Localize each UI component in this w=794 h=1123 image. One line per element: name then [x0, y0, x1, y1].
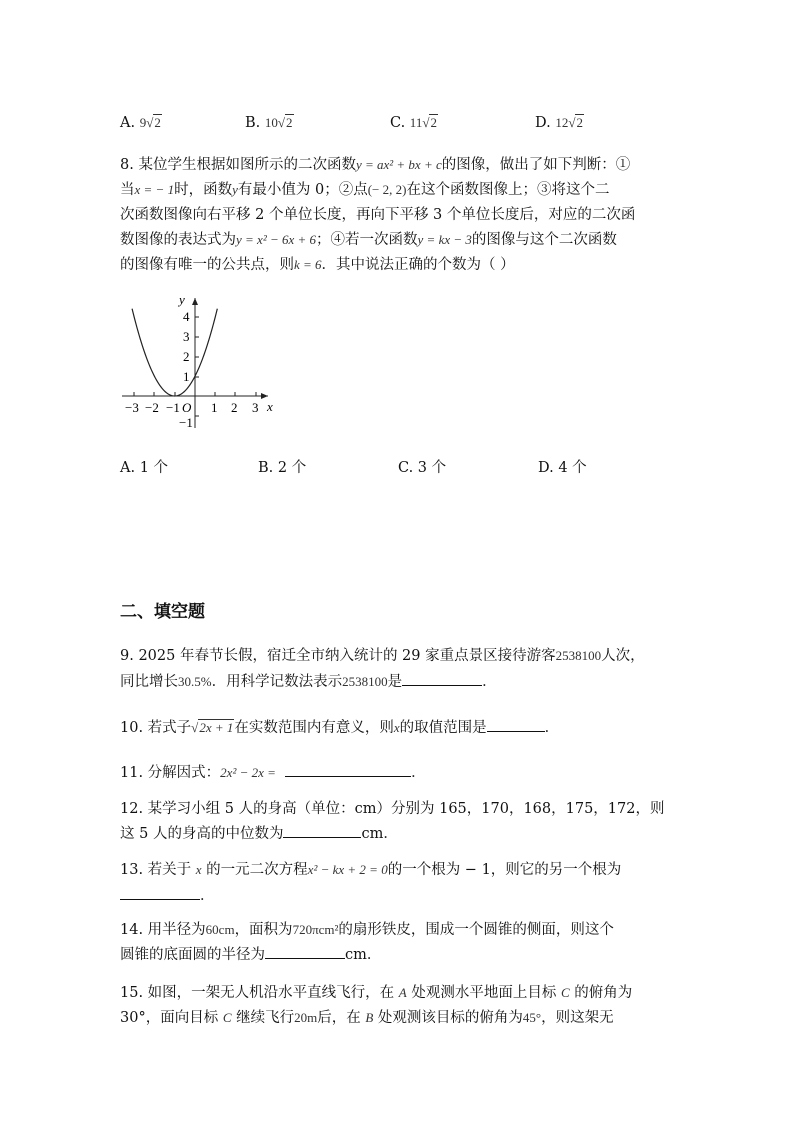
sqrt-symbol: √2: [146, 115, 161, 130]
q8-formula: y = kx − 3: [417, 232, 472, 247]
origin-label: O: [182, 400, 192, 415]
q9-line-1: [120, 646, 645, 666]
radicand: 2: [154, 115, 161, 130]
q11-text: 11. 分解因式：: [120, 765, 221, 781]
q15-text: 30°，面向目标: [120, 1010, 219, 1026]
q12-line-1: [120, 799, 664, 819]
q8-text: 有最小值为 0；②点: [237, 182, 368, 198]
q9-text: 是: [387, 674, 403, 690]
q8-line-2: [120, 180, 609, 200]
option-label: B.: [245, 115, 261, 131]
q10-text: 10. 若式子: [120, 720, 192, 736]
q7-option-d: [535, 113, 584, 133]
q8-line-3: [120, 205, 635, 225]
option-label: C.: [390, 115, 406, 131]
q13-text: ．: [200, 888, 215, 904]
q13-answer-blank[interactable]: [120, 885, 200, 900]
y-tick-label: −1: [179, 415, 193, 430]
q8-text: ．其中说法正确的个数为（ ）: [321, 257, 515, 273]
q8-formula: y = ax² + bx + c: [355, 157, 442, 172]
parabola-curve: [132, 309, 217, 396]
q13-formula: x² − kx + 2 = 0: [307, 862, 388, 877]
x-tick-label: 2: [231, 400, 238, 415]
q15-variable: C: [222, 1010, 232, 1025]
q10-answer-blank[interactable]: [487, 717, 545, 732]
q15-number: 20m: [294, 1010, 318, 1025]
y-axis-arrow-icon: [192, 298, 198, 305]
q8-option-b: B. 2 个: [258, 460, 307, 476]
radicand: 2: [286, 115, 293, 130]
x-tick-label: 1: [211, 400, 218, 415]
q8-line-5: [120, 255, 515, 275]
section-title: 二、填空题: [120, 602, 205, 622]
q9-answer-blank[interactable]: [402, 671, 482, 686]
q14-answer-blank[interactable]: [265, 944, 345, 959]
q8-text: 次函数图像向右平移 2 个单位长度，再向下平移 3 个单位长度后，对应的二次函: [120, 207, 636, 223]
q15-text: 处观测水平地面上目标: [411, 985, 557, 1001]
x-tick-label: −2: [145, 400, 159, 415]
q11-text: ．: [411, 765, 426, 781]
q8-text: 在这个函数图像上；③将这个二: [406, 182, 610, 198]
q12-text: 12. 某学习小组 5 人的身高（单位：cm）分别为 165，170，168，175，172，则: [120, 801, 665, 817]
y-axis-label: y: [179, 292, 185, 307]
q9-line-2: [120, 671, 497, 692]
q13-variable: x: [195, 862, 202, 877]
option-coef: 9: [139, 115, 147, 130]
q15-line-1: [120, 983, 632, 1003]
q15-text: 15. 如图，一架无人机沿水平直线飞行，在: [120, 985, 395, 1001]
q10-variable: x: [393, 720, 400, 735]
q8-point: (− 2, 2): [367, 182, 407, 197]
q14-text: 的扇形铁皮，围成一个圆锥的侧面，则这个: [338, 922, 614, 938]
q13-line-2: [120, 885, 215, 906]
q8-option-d: D. 4 个: [538, 460, 587, 476]
q9-text: ．用科学记数法表示: [211, 674, 343, 690]
q12-text: 这 5 人的身高的中位数为: [120, 826, 284, 842]
y-tick-label: 2: [183, 349, 190, 364]
radicand: 2x + 1: [199, 720, 234, 735]
q8-text: 当: [120, 182, 135, 198]
parabola-graph: [118, 290, 288, 435]
q8-formula: k = 6: [294, 257, 322, 272]
x-tick-label: 3: [252, 400, 259, 415]
q15-variable: B: [365, 1010, 374, 1025]
y-tick-label: 1: [183, 369, 190, 384]
x-tick-label: −3: [125, 400, 139, 415]
q8-text: ；④若一次函数: [316, 232, 418, 248]
q8-line-1: [120, 155, 630, 175]
q9-text: 9. 2025 年春节长假，宿迁全市纳入统计的 29 家重点景区接待游客: [120, 648, 556, 664]
q8-formula: y = x² − 6x + 6: [236, 232, 317, 247]
q9-number: 2538100: [555, 648, 602, 663]
q9-text: 同比增长: [120, 674, 178, 690]
q15-variable: C: [560, 985, 570, 1000]
q14-text: ，面积为: [234, 922, 293, 938]
q8-text: 8. 某位学生根据如图所示的二次函数: [120, 157, 356, 173]
option-label: D.: [535, 115, 551, 131]
q8-formula: x = − 1: [134, 182, 175, 197]
option-coef: 10: [264, 115, 278, 130]
q14-number: 60cm: [205, 922, 235, 937]
q14-number: 720πcm²: [292, 922, 339, 937]
q15-text: 继续飞行: [236, 1010, 295, 1026]
x-axis-label: x: [267, 399, 273, 414]
radicand: 2: [430, 115, 437, 130]
q15-number: 45°: [522, 1010, 542, 1025]
sqrt-symbol: √2x + 1: [191, 720, 234, 735]
q12-line-2: [120, 823, 398, 844]
q8-text: 的图像与这个二次函数: [471, 232, 617, 248]
y-tick-label: 3: [183, 329, 190, 344]
y-tick-label: 4: [183, 309, 190, 324]
q10-text: 在实数范围内有意义，则: [234, 720, 394, 736]
q7-option-c: [390, 113, 438, 133]
sqrt-symbol: √2: [277, 115, 293, 130]
q8-text: 的图像有唯一的公共点，则: [120, 257, 294, 273]
q8-line-4: [120, 230, 617, 250]
q14-text: cm．: [345, 947, 382, 963]
radicand: 2: [576, 115, 583, 130]
q15-text: 后，在: [317, 1010, 361, 1026]
q10-text: 的取值范围是: [399, 720, 487, 736]
q9-number: 30.5%: [178, 674, 212, 689]
q15-text: 的俯角为: [574, 985, 633, 1001]
q8-text: 数图像的表达式为: [120, 232, 236, 248]
option-label: A.: [120, 115, 136, 131]
q13-text: 13. 若关于: [120, 862, 192, 878]
sqrt-symbol: √2: [422, 115, 437, 130]
q8-text: 时，函数: [174, 182, 233, 198]
q13-text: 的一个根为 − 1，则它的另一个根为: [387, 862, 622, 878]
q11-formula: 2x² − 2x =: [220, 765, 276, 780]
q8-option-a: A. 1 个: [120, 460, 169, 476]
q8-variable: y: [232, 182, 238, 197]
option-coef: 11: [409, 115, 423, 130]
q12-text: cm．: [361, 826, 398, 842]
q15-text: ，则这架无: [541, 1010, 614, 1026]
q13-text: 的一元二次方程: [206, 862, 308, 878]
q9-text: ．: [482, 674, 497, 690]
q10-text: ．: [544, 720, 560, 736]
q11-line: [120, 762, 426, 783]
q7-option-a: [120, 113, 162, 133]
q9-number: 2538100: [342, 674, 388, 689]
q14-line-2: [120, 944, 381, 965]
q14-text: 圆锥的底面圆的半径为: [120, 947, 265, 963]
option-coef: 12: [555, 115, 569, 130]
q13-line-1: [120, 860, 621, 880]
q15-line-2: [120, 1008, 614, 1028]
x-tick-label: −1: [166, 400, 180, 415]
sqrt-symbol: √2: [568, 115, 583, 130]
q9-text: 人次，: [601, 648, 645, 664]
q10-line: [120, 717, 559, 738]
q14-line-1: [120, 920, 614, 940]
q15-text: 处观测该目标的俯角为: [377, 1010, 523, 1026]
q7-option-b: [245, 113, 294, 133]
y-axis-ticks: [195, 317, 199, 416]
q12-answer-blank[interactable]: [283, 823, 361, 838]
q8-option-c: C. 3 个: [398, 460, 447, 476]
q11-answer-blank[interactable]: [285, 762, 411, 777]
q15-variable: A: [398, 985, 407, 1000]
q14-text: 14. 用半径为: [120, 922, 206, 938]
q8-text: 的图像，做出了如下判断：①: [441, 157, 631, 173]
